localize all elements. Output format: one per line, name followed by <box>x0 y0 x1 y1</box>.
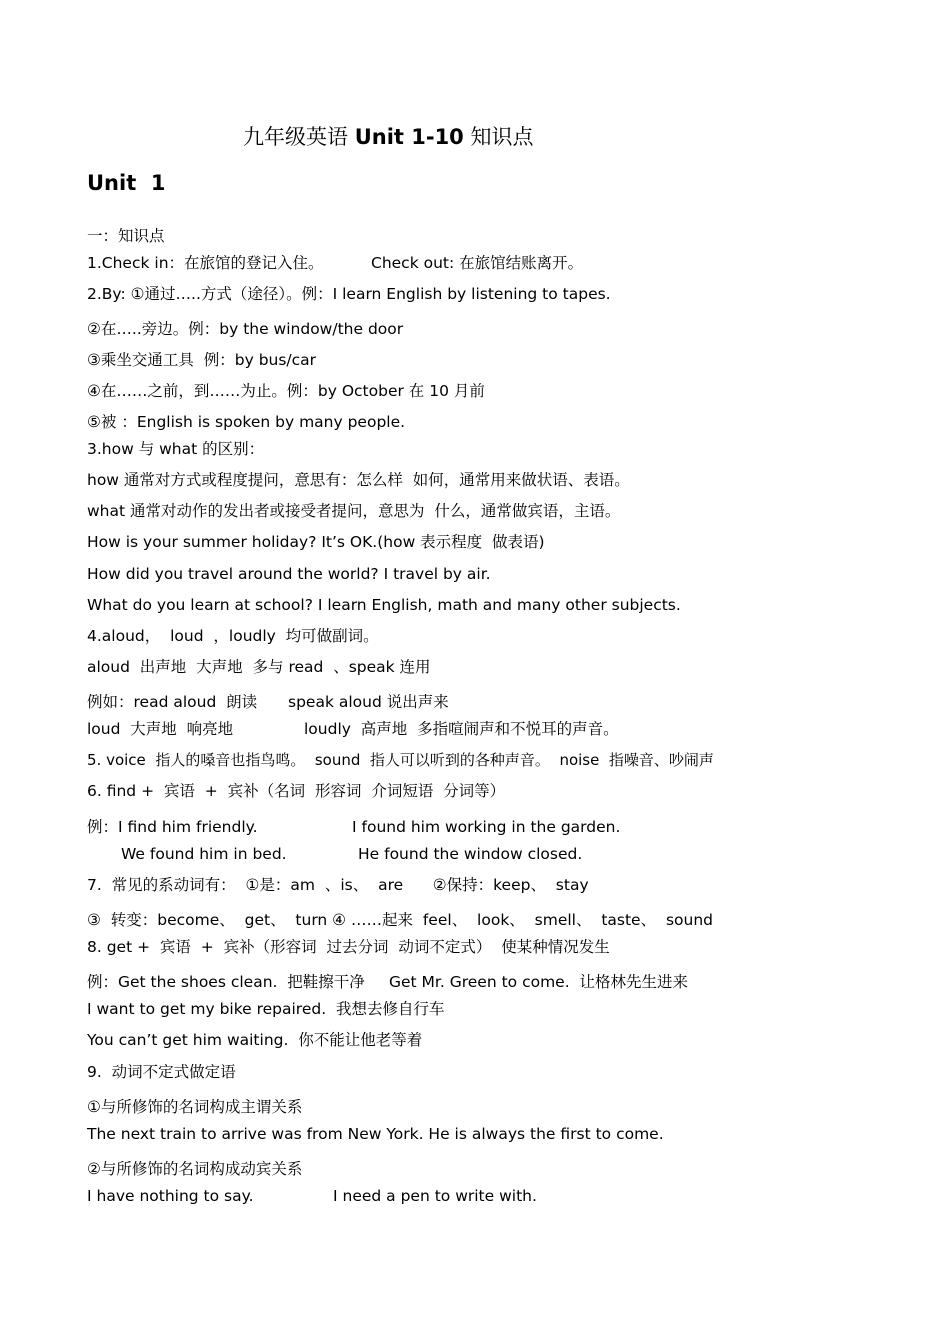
text-line: 7. 常见的系动词有： ①是：am 、is、 are ②保持：keep、 stay <box>87 876 589 894</box>
text-line: 2.By: ①通过…..方式（途径）。例：I learn English by listening to tapes. <box>87 285 611 303</box>
text-line: I have nothing to say. <box>87 1187 254 1205</box>
section-heading: 一：知识点 <box>87 227 165 245</box>
text-line: aloud 出声地 大声地 多与 read 、speak 连用 <box>87 658 431 676</box>
text-line: 6. find + 宾语 + 宾补（名词 形容词 介词短语 分词等） <box>87 782 506 800</box>
text-line: I need a pen to write with. <box>333 1187 537 1205</box>
document-title <box>243 124 533 150</box>
title-bold: Unit 1-10 <box>354 125 464 149</box>
text-line: speak aloud 说出声来 <box>288 693 449 711</box>
text-line: I found him working in the garden. <box>352 818 621 836</box>
text-line: Get Mr. Green to come. 让格林先生进来 <box>389 973 689 991</box>
text-line: We found him in bed. <box>121 845 287 863</box>
title-prefix: 九年级英语 <box>243 125 355 149</box>
text-line: Check out: 在旅馆结账离开。 <box>371 254 584 272</box>
text-line: 1.Check in：在旅馆的登记入住。 <box>87 254 324 272</box>
text-line: I want to get my bike repaired. 我想去修自行车 <box>87 1000 445 1018</box>
text-line: 3.how 与 what 的区别： <box>87 440 265 458</box>
text-line: ③ 转变：become、 get、 turn ④ ……起来 feel、 look、 smell、 taste、 sound <box>87 911 713 929</box>
text-line: 例：Get the shoes clean. 把鞋擦干净 <box>87 973 365 991</box>
text-line: loudly 高声地 多指喧闹声和不悦耳的声音。 <box>304 720 619 738</box>
text-line: How is your summer holiday? It’s OK.(how 表示程度 做表语) <box>87 533 545 551</box>
text-line: 例：I find him friendly. <box>87 818 258 836</box>
text-line: ⑤被 ：English is spoken by many people. <box>87 413 406 431</box>
text-line: ③乘坐交通工具 例：by bus/car <box>87 351 317 369</box>
text-line: 5. voice 指人的嗓音也指鸟鸣。 sound 指人可以听到的各种声音。 noise 指噪音、吵闹声 <box>87 751 714 769</box>
unit-heading: Unit 1 <box>87 171 166 195</box>
text-line: what 通常对动作的发出者或接受者提问，意思为 什么，通常做宾语，主语。 <box>87 502 621 520</box>
text-line: loud 大声地 响亮地 <box>87 720 234 738</box>
text-line: ②在…..旁边。例：by the window/the door <box>87 320 404 338</box>
text-line: What do you learn at school? I learn English, math and many other subjects. <box>87 596 681 614</box>
text-line: The next train to arrive was from New York. He is always the first to come. <box>87 1125 664 1143</box>
text-line: 4.aloud， loud ，loudly 均可做副词。 <box>87 627 379 645</box>
text-line: 8. get + 宾语 + 宾补（形容词 过去分词 动词不定式） 使某种情况发生 <box>87 938 610 956</box>
text-line: ④在……之前，到……为止。例：by October 在 10 月前 <box>87 382 485 400</box>
text-line: 例如：read aloud 朗读 <box>87 693 258 711</box>
text-line: ②与所修饰的名词构成动宾关系 <box>87 1160 303 1178</box>
text-line: ①与所修饰的名词构成主谓关系 <box>87 1098 303 1116</box>
text-line: How did you travel around the world? I travel by air. <box>87 565 491 583</box>
title-suffix: 知识点 <box>463 125 534 149</box>
text-line: He found the window closed. <box>358 845 583 863</box>
text-line: You can’t get him waiting. 你不能让他老等着 <box>87 1031 423 1049</box>
text-line: how 通常对方式或程度提问，意思有：怎么样 如何，通常用来做状语、表语。 <box>87 471 630 489</box>
text-line: 9. 动词不定式做定语 <box>87 1063 236 1081</box>
